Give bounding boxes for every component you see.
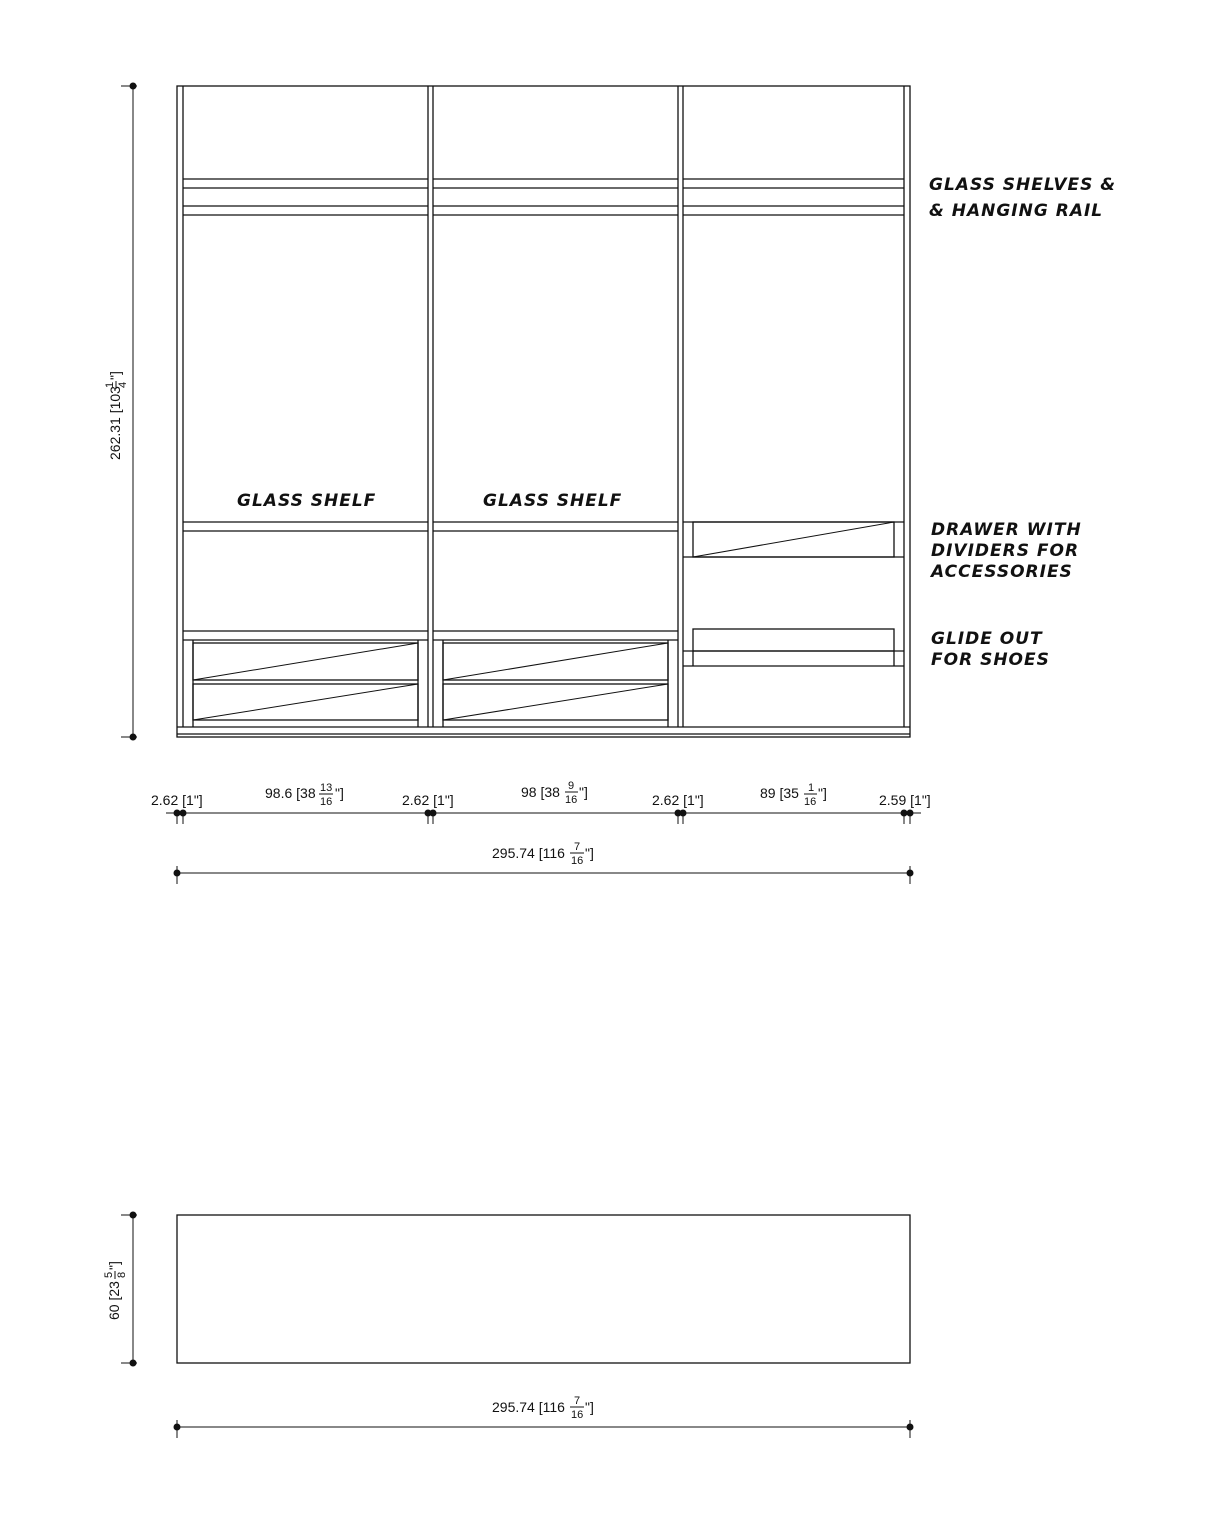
height-dim-text: 262.31 [103 [107, 386, 123, 460]
total-width-dimension [174, 841, 914, 884]
dim-bay-left-tail: "] [335, 785, 344, 801]
dim-bay-left-num: 13 [320, 782, 333, 794]
plan-depth-dimension [103, 1212, 137, 1367]
height-dim-tail: "] [107, 371, 123, 380]
plan-depth-den: 8 [116, 1271, 128, 1278]
height-dim-num: 1 [104, 381, 116, 388]
wardrobe-elevation [177, 86, 910, 737]
shoe-glide-out [683, 629, 904, 666]
note-glass-shelves-2: & HANGING RAIL [929, 201, 1104, 221]
note-glide-2: FOR SHOES [931, 650, 1050, 670]
height-dim-den: 4 [117, 381, 129, 388]
dim-bay-right-num: 1 [808, 782, 815, 794]
note-glass-shelf-middle: GLASS SHELF [483, 491, 623, 511]
dim-panel-mid1: 2.62 [1"] [402, 792, 454, 808]
dim-bay-mid-tail: "] [579, 784, 588, 800]
note-glass-shelves-1: GLASS SHELVES & [929, 175, 1117, 195]
dim-total-width-tail: "] [585, 845, 594, 861]
dim-bay-right-tail: "] [818, 785, 827, 801]
dim-bay-left: 98.6 [38 [265, 785, 316, 801]
dim-bay-mid-num: 9 [568, 780, 575, 792]
accessories-drawer [683, 522, 904, 557]
drawers-bay-1 [193, 643, 418, 720]
dim-panel-left: 2.62 [1"] [151, 792, 203, 808]
dim-bay-mid-den: 16 [565, 794, 578, 806]
plan-outline [177, 1215, 910, 1363]
note-drawer-3: ACCESSORIES [931, 562, 1073, 582]
upper-shelves [183, 179, 904, 215]
dim-panel-right: 2.59 [1"] [879, 792, 931, 808]
dim-bay-left-den: 16 [320, 796, 333, 808]
mid-glass-shelves [183, 522, 678, 531]
note-drawer-1: DRAWER WITH [931, 520, 1082, 540]
note-drawer-2: DIVIDERS FOR [931, 541, 1080, 561]
plan-view [177, 1215, 910, 1363]
dim-panel-mid2: 2.62 [1"] [652, 792, 704, 808]
plan-depth-tail: "] [106, 1261, 122, 1270]
note-glass-shelf-left: GLASS SHELF [237, 491, 377, 511]
plan-width-den: 16 [571, 1409, 584, 1421]
dim-bay-right-den: 16 [804, 796, 817, 808]
height-dimension [104, 83, 137, 741]
plan-width-dimension [174, 1395, 914, 1438]
dim-total-width-num: 7 [574, 841, 581, 853]
plan-width-num: 7 [574, 1395, 581, 1407]
drawers-bay-2 [443, 643, 668, 720]
dim-total-width: 295.74 [116 [492, 845, 565, 861]
plan-depth-text: 60 [23 [106, 1281, 122, 1320]
plan-width-tail: "] [585, 1399, 594, 1415]
plan-depth-num: 5 [103, 1271, 115, 1278]
dim-total-width-den: 16 [571, 855, 584, 867]
dim-bay-mid: 98 [38 [521, 784, 560, 800]
lower-shelves [183, 631, 678, 727]
plan-width-text: 295.74 [116 [492, 1399, 565, 1415]
bay-width-dimensions [151, 780, 931, 824]
dim-bay-right: 89 [35 [760, 785, 799, 801]
note-glide-1: GLIDE OUT [931, 629, 1043, 649]
